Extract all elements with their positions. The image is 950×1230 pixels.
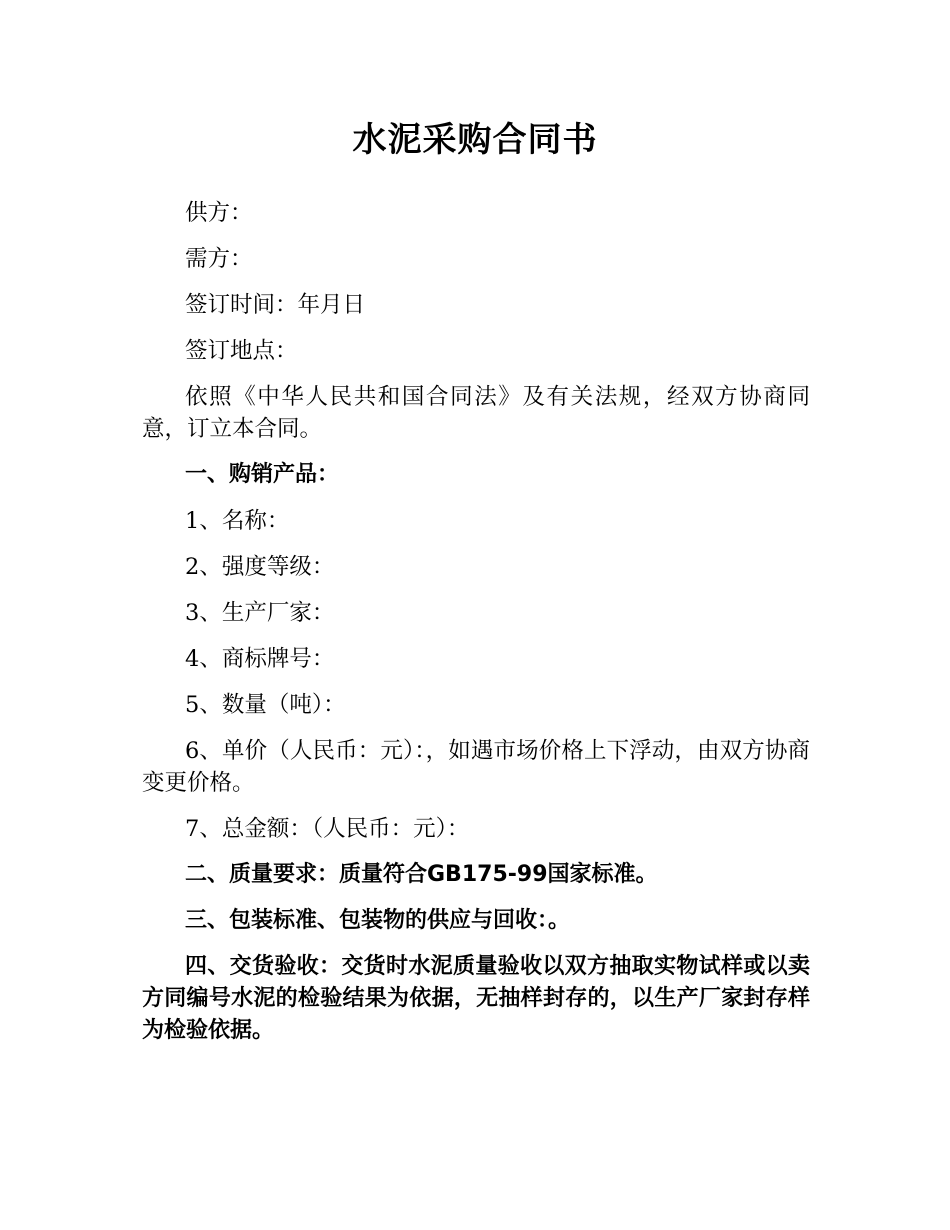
paragraph-item-manufacturer: 3、生产厂家：	[185, 600, 335, 626]
document-title: 水泥采购合同书	[352, 120, 598, 160]
section-delivery-acceptance: 四、交货验收：交货时水泥质量验收以双方抽取实物试样或以卖方同编号水泥的检验结果为依据，无抽样封存的，以生产厂家封存样为检验依据。	[142, 954, 810, 1043]
paragraph-item-grade: 2、强度等级：	[185, 554, 335, 580]
paragraph-buyer: 需方：	[185, 246, 253, 272]
paragraph-supplier: 供方：	[185, 200, 253, 226]
section-packaging: 三、包装标准、包装物的供应与回收：。	[185, 908, 571, 933]
paragraph-item-unit-price: 6、单价（人民币：元）：，如遇市场价格上下浮动，由双方协商变更价格。	[142, 738, 810, 796]
paragraph-preamble: 依照《中华人民共和国合同法》及有关法规，经双方协商同意，订立本合同。	[142, 384, 810, 442]
paragraph-sign-place: 签订地点：	[185, 338, 298, 364]
paragraph-item-quantity: 5、数量（吨）：	[185, 692, 346, 718]
paragraph-sign-date: 签订时间：年月日	[185, 292, 366, 318]
document-body	[142, 197, 810, 1061]
section-quality-requirements: 二、质量要求：质量符合GB175-99国家标准。	[185, 862, 658, 887]
section-heading-products: 一、购销产品：	[185, 462, 340, 487]
paragraph-item-brand: 4、商标牌号：	[185, 646, 335, 672]
paragraph-item-name: 1、名称：	[185, 508, 290, 534]
paragraph-item-total: 7、总金额：（人民币：元）：	[185, 816, 470, 842]
